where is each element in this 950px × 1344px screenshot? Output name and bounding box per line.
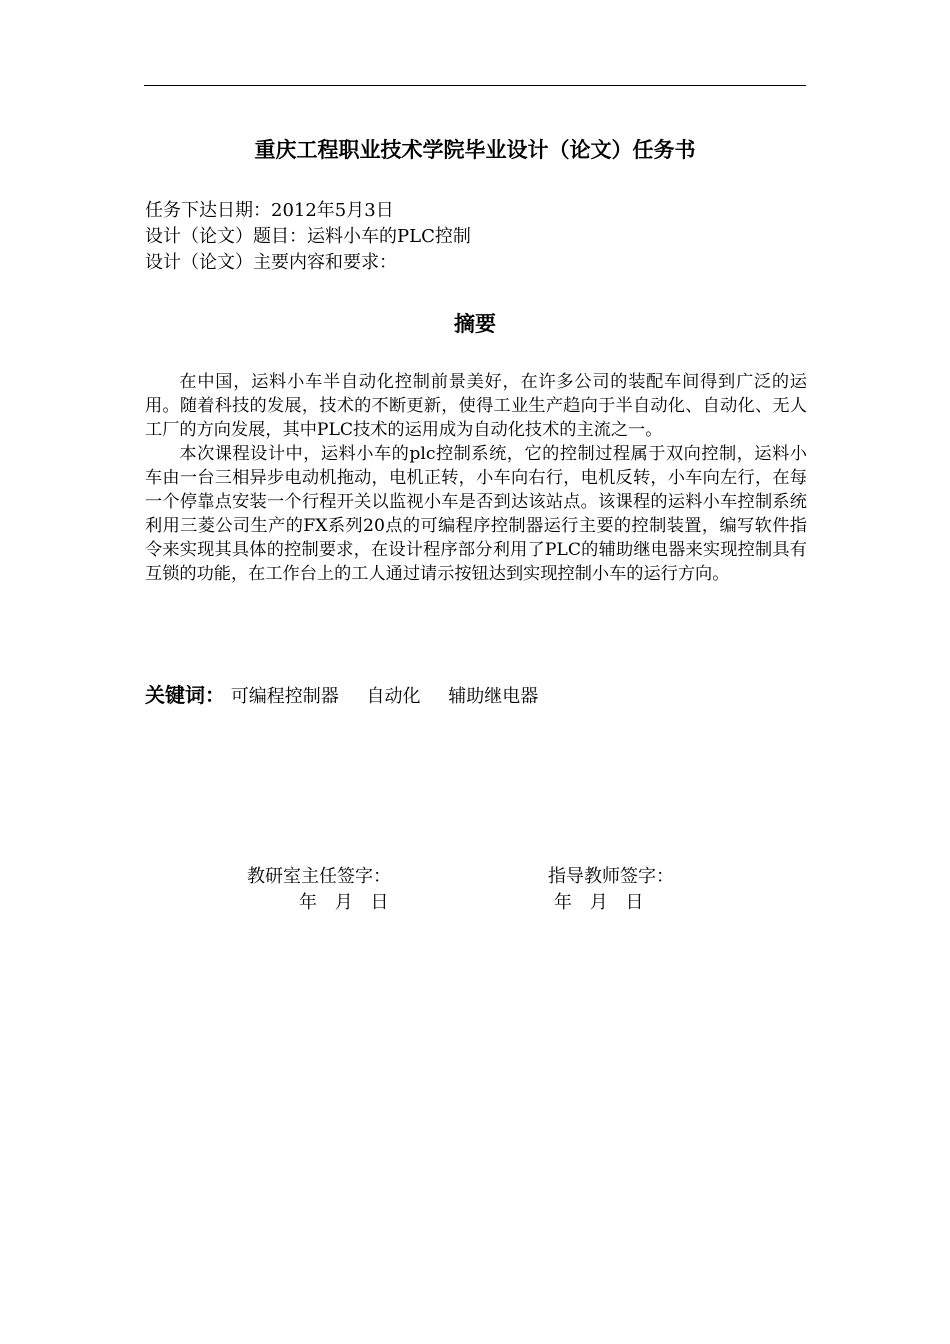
task-meta <box>145 198 805 276</box>
advisor-signature-label: 指导教师签字： <box>548 866 674 887</box>
keywords-label: 关键词： <box>145 683 225 707</box>
requirements-label: 设计（论文）主要内容和要求： <box>145 252 397 273</box>
keyword-item: 可编程控制器 <box>230 686 339 707</box>
advisor-signature-date: 年 月 日 <box>554 892 644 913</box>
abstract-paragraph: 本次课程设计中，运料小车的plc控制系统，它的控制过程属于双向控制，运料小车由一台三相异步电动机拖动，电机正转，小车向右行，电机反转，小车向左行，在每一个停靠点安装一个行程开关以监视小车是否到达该站点。该课程的运料小车控制系统利用三菱公司生产的FX系列20点的可编程序控制器运行主要的控制装置，编写软件指令来实现其具体的控制要求，在设计程序部分利用了PLC的辅助继电器来实现控制具有互锁的功能，在工作台上的工人通过请示按钮达到实现控制小车的运行方向。 <box>145 444 807 584</box>
director-signature-label: 教研室主任签字： <box>247 866 391 887</box>
keyword-item: 自动化 <box>366 686 421 707</box>
keyword-item: 辅助继电器 <box>448 686 539 707</box>
abstract-body <box>145 370 807 586</box>
advisor-signature-block <box>548 864 674 916</box>
director-signature-block <box>247 864 391 916</box>
thesis-topic: 设计（论文）题目：运料小车的PLC控制 <box>145 226 471 247</box>
abstract-paragraph: 在中国，运料小车半自动化控制前景美好，在许多公司的装配车间得到广泛的运用。随着科技的发展，技术的不断更新，使得工业生产趋向于半自动化、自动化、无人工厂的方向发展，其中PLC技术的运用成为自动化技术的主流之一。 <box>145 372 807 440</box>
header-rule <box>144 85 806 86</box>
director-signature-date: 年 月 日 <box>299 892 389 913</box>
document-title: 重庆工程职业技术学院毕业设计（论文）任务书 <box>254 138 696 162</box>
abstract-heading: 摘要 <box>454 312 496 336</box>
issue-date: 任务下达日期：2012年5月3日 <box>145 200 394 221</box>
keywords <box>145 680 807 712</box>
